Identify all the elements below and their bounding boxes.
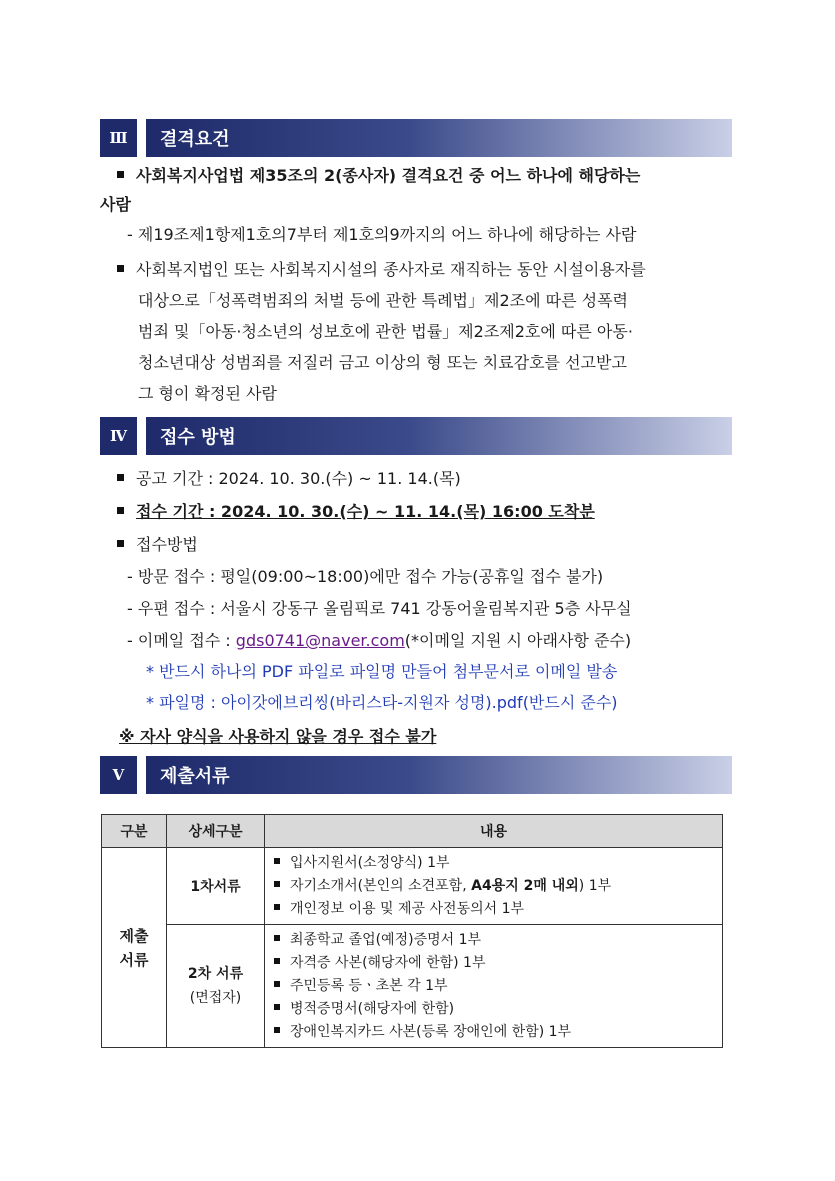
item-text: 장애인복지카드 사본(등록 장애인에 한함) 1부: [290, 1023, 572, 1040]
bullet-icon: [274, 881, 280, 887]
category-cell: 제출 서류: [102, 848, 167, 1048]
item-text-cont: 범죄 및「아동·청소년의 성보호에 관한 법률」제2조제2호에 따른 아동·: [138, 322, 633, 341]
content-cell: [265, 848, 723, 925]
section-title: 접수 방법: [146, 417, 732, 455]
item-text-cont: 청소년대상 성범죄를 저질러 금고 이상의 형 또는 치료감호를 선고받고: [138, 353, 627, 372]
list-item: [274, 875, 721, 898]
bullet-icon: [117, 265, 124, 272]
email-note: (*이메일 지원 시 아래사항 준수): [404, 631, 632, 650]
table-row: [102, 848, 723, 925]
section-header-3: [100, 119, 732, 157]
bullet-icon: [117, 474, 124, 481]
list-item: [117, 257, 646, 280]
bullet-icon: [274, 1004, 280, 1010]
visit-method: - 방문 접수 : 평일(09:00~18:00)에만 접수 가능(공휴일 접수 불가): [127, 567, 604, 586]
section-title: 제출서류: [146, 756, 732, 794]
item-text: 자격증 사본(해당자에 한함) 1부: [290, 954, 486, 971]
section-title: 결격요건: [146, 119, 732, 157]
bullet-icon: [274, 958, 280, 964]
item-bold: A4용지 2매 내외: [471, 877, 579, 894]
list-item: [274, 1021, 721, 1044]
list-item: [274, 852, 721, 875]
email-label: - 이메일 접수 :: [127, 631, 236, 650]
bullet-icon: [117, 540, 124, 547]
sub-item: - 제19조제1항제1호의7부터 제1호의9까지의 어느 하나에 해당하는 사람: [127, 225, 637, 244]
list-item: [117, 532, 198, 555]
item-text: 입사지원서(소정양식) 1부: [290, 854, 450, 871]
item-text-cont: 대상으로「성폭력범죄의 처벌 등에 관한 특례법」제2조에 따른 성폭력: [138, 291, 629, 310]
item-text: 병적증명서(해당자에 한함): [290, 1000, 455, 1017]
bullet-icon: [117, 507, 124, 514]
bullet-icon: [274, 981, 280, 987]
section-number: Ⅲ: [100, 119, 137, 157]
bullet-icon: [274, 935, 280, 941]
email-method: [127, 628, 631, 651]
item-text: 주민등록 등ㆍ초본 각 1부: [290, 977, 448, 994]
header-category: 구분: [102, 815, 167, 848]
content-cell: [265, 925, 723, 1048]
table-row: [102, 925, 723, 1048]
list-item: [274, 929, 721, 952]
detail-cell: 1차서류: [167, 848, 265, 925]
post-method: - 우편 접수 : 서울시 강동구 올림픽로 741 강동어울림복지관 5층 사무실: [127, 599, 632, 618]
email-note-1: * 반드시 하나의 PDF 파일로 파일명 만들어 첨부문서로 이메일 발송: [146, 662, 618, 681]
method-label: 접수방법: [136, 535, 198, 554]
notice-period: 공고 기간 : 2024. 10. 30.(수) ~ 11. 14.(목): [136, 469, 461, 488]
item-text: 최종학교 졸업(예정)증명서 1부: [290, 931, 482, 948]
list-item: [274, 975, 721, 998]
bullet-icon: [274, 858, 280, 864]
detail-cell: [167, 925, 265, 1048]
header-detail: 상세구분: [167, 815, 265, 848]
table-header-row: [102, 815, 723, 848]
item-text: 개인정보 이용 및 제공 사전동의서 1부: [290, 900, 525, 917]
section-number: Ⅴ: [100, 756, 137, 794]
email-link[interactable]: gds0741@naver.com: [235, 631, 405, 650]
list-item: [117, 499, 595, 522]
list-item: [274, 898, 721, 921]
receipt-period: 접수 기간 : 2024. 10. 30.(수) ~ 11. 14.(목) 16:00 도착분: [136, 502, 595, 521]
item-text: 사회복지법인 또는 사회복지시설의 종사자로 재직하는 동안 시설이용자를: [136, 260, 646, 279]
detail-label: 2차 서류: [187, 966, 244, 982]
item-text: 자기소개서(본인의 소견포함,: [290, 877, 472, 894]
bullet-icon: [274, 904, 280, 910]
section-header-4: [100, 417, 732, 455]
email-note-2: * 파일명 : 아이갓에브리씽(바리스타-지원자 성명).pdf(반드시 준수): [146, 693, 618, 712]
item-tail: ) 1부: [578, 877, 612, 894]
item-text-cont: 사람: [100, 195, 131, 214]
list-item: [274, 998, 721, 1021]
list-item: [274, 952, 721, 975]
section-header-5: [100, 756, 732, 794]
bullet-icon: [117, 171, 124, 178]
list-item: [117, 163, 640, 186]
documents-table: [101, 814, 723, 1048]
list-item: [117, 466, 461, 489]
warning-text: ※ 자사 양식을 사용하지 않을 경우 접수 불가: [119, 727, 437, 746]
bullet-icon: [274, 1027, 280, 1033]
item-text: 사회복지사업법 제35조의 2(종사자) 결격요건 중 어느 하나에 해당하는: [136, 166, 641, 185]
detail-sub: (면접자): [189, 990, 242, 1006]
header-content: 내용: [265, 815, 723, 848]
section-number: Ⅳ: [100, 417, 137, 455]
item-text-cont: 그 형이 확정된 사람: [138, 384, 277, 403]
